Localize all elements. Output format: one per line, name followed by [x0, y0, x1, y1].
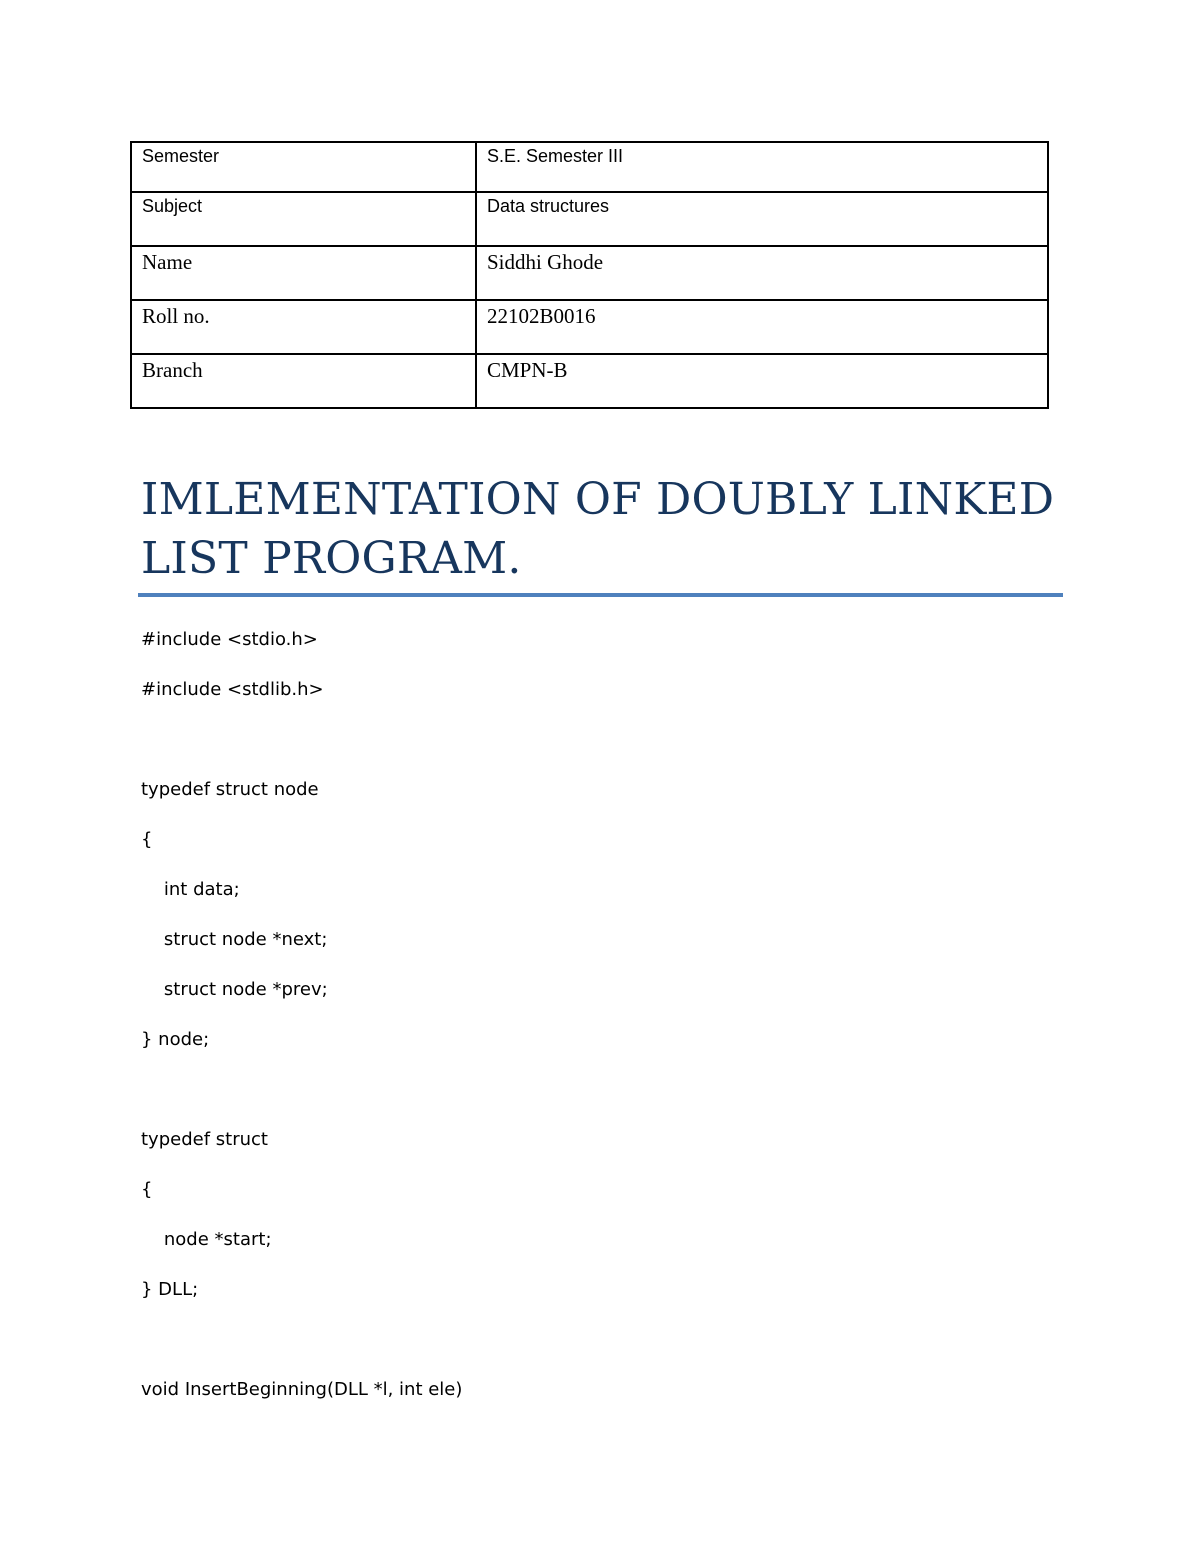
- code-line: } DLL;: [141, 1279, 199, 1300]
- code-line: {: [141, 829, 153, 850]
- title-line-1: IMLEMENTATION OF DOUBLY LINKED: [141, 474, 1055, 525]
- code-listing: [141, 626, 462, 1426]
- document-title: [141, 470, 1061, 588]
- code-line: node *start;: [141, 1229, 272, 1250]
- table-row: [131, 142, 1048, 192]
- code-line: typedef struct: [141, 1129, 268, 1150]
- code-line: [141, 1076, 462, 1126]
- subject-label: Subject: [131, 192, 476, 246]
- code-line: struct node *prev;: [141, 979, 328, 1000]
- semester-label: Semester: [131, 142, 476, 192]
- code-line: [141, 726, 462, 776]
- code-line: } node;: [141, 1029, 210, 1050]
- title-line-2: LIST PROGRAM.: [141, 533, 522, 584]
- code-line: void InsertBeginning(DLL *l, int ele): [141, 1379, 463, 1400]
- code-line: {: [141, 1179, 153, 1200]
- code-line: int data;: [141, 879, 240, 900]
- name-label: Name: [131, 246, 476, 300]
- branch-label: Branch: [131, 354, 476, 408]
- code-line: struct node *next;: [141, 929, 328, 950]
- subject-value: Data structures: [476, 192, 1048, 246]
- table-row: [131, 354, 1048, 408]
- table-row: [131, 192, 1048, 246]
- title-underline-divider: [138, 593, 1063, 597]
- table-row: [131, 300, 1048, 354]
- name-value: Siddhi Ghode: [476, 246, 1048, 300]
- code-line: [141, 1326, 462, 1376]
- roll-no-value: 22102B0016: [476, 300, 1048, 354]
- branch-value: CMPN-B: [476, 354, 1048, 408]
- roll-no-label: Roll no.: [131, 300, 476, 354]
- table-row: [131, 246, 1048, 300]
- code-line: typedef struct node: [141, 779, 319, 800]
- code-line: #include <stdio.h>: [141, 629, 318, 650]
- semester-value: S.E. Semester III: [476, 142, 1048, 192]
- info-table: [130, 141, 1049, 409]
- code-line: #include <stdlib.h>: [141, 679, 324, 700]
